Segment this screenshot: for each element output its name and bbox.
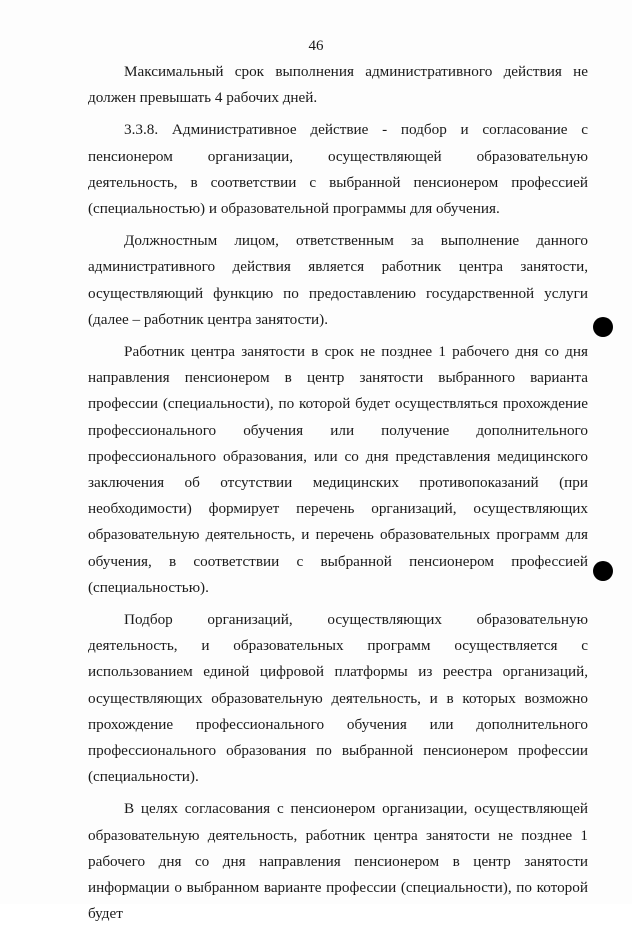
paragraph-agreement-purpose: В целях согласования с пенсионером организации, осуществляющей образовательную деятельность, работник центра занятости не позднее 1 рабочего дня со дня направления пенсионером в центр занятости информации о выбранном варианте профессии (специальности), по которой будет	[88, 800, 588, 923]
binder-hole-mark	[593, 561, 613, 581]
document-body	[88, 59, 588, 928]
paragraph-section-3-3-8: 3.3.8. Административное действие - подбор и согласование с пенсионером организации, осуществляющей образовательную деятельность, в соответствии с выбранной пенсионером профессией (специальностью) и образовательной программы для обучения.	[88, 121, 588, 218]
paragraph-employment-center-worker: Работник центра занятости в срок не позднее 1 рабочего дня со дня направления пенсионером в центр занятости выбранного варианта профессии (специальности), по которой будет осуществляться прохождение профессионального обучения или получение дополнительного профессионального образования, или со дня представления медицинского заключения об отсутствии медицинских противопоказаний (при необходимости) формирует перечень организаций, осуществляющих образовательную деятельность, и перечень образовательных программ для обучения, в соответствии с выбранной пенсионером профессией (специальностью).	[88, 343, 588, 596]
binder-hole-mark	[593, 317, 613, 337]
paragraph-organization-selection: Подбор организаций, осуществляющих образовательную деятельность, и образовательных программ осуществляется с использованием единой цифровой платформы из реестра организаций, осуществляющих образовательную деятельность, и в которых возможно прохождение профессионального обучения или дополнительного профессионального образования по выбранной пенсионером профессии (специальности).	[88, 611, 588, 786]
page-number: 46	[308, 38, 324, 54]
paragraph-responsible-official: Должностным лицом, ответственным за выполнение данного административного действия является работник центра занятости, осуществляющий функцию по предоставлению государственной услуги (далее – работник центра занятости).	[88, 232, 588, 328]
paragraph-max-duration: Максимальный срок выполнения административного действия не должен превышать 4 рабочих дней.	[88, 63, 588, 107]
